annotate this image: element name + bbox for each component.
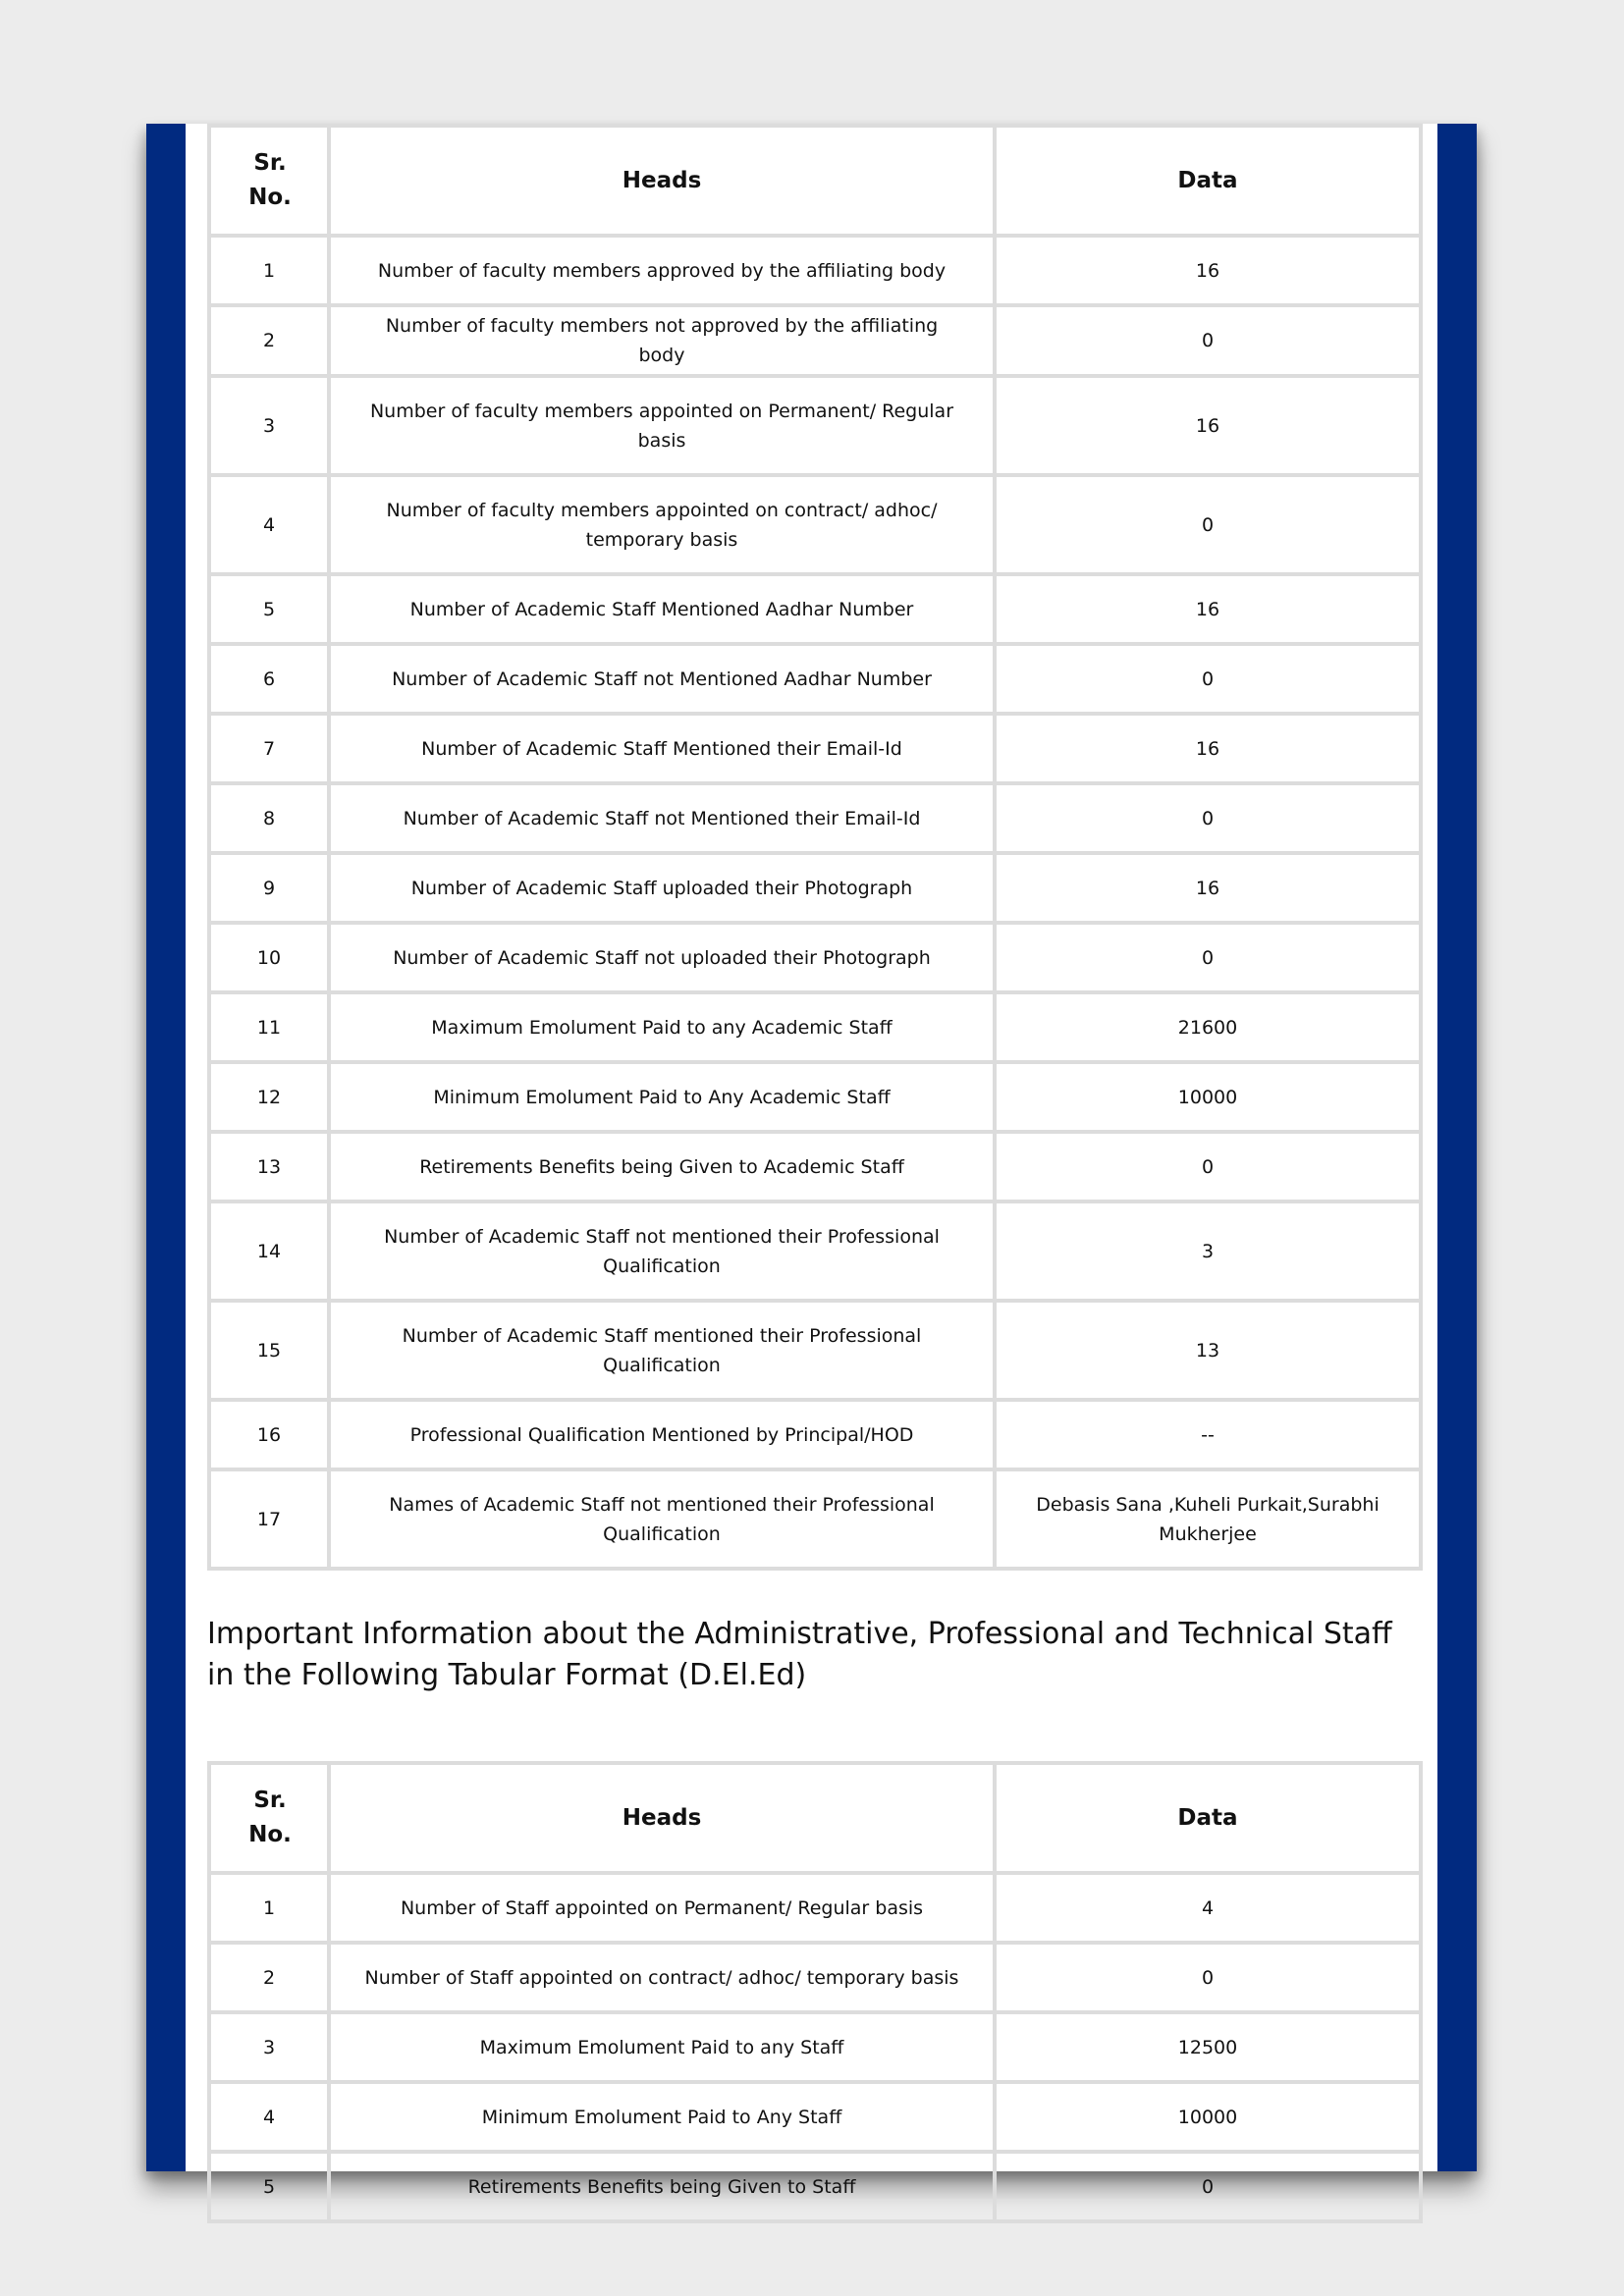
cell-sr-no: 2	[209, 1943, 329, 2012]
table-row	[209, 1201, 1421, 1301]
table-row	[209, 236, 1421, 305]
table-row	[209, 376, 1421, 475]
cell-sr-no: 14	[209, 1201, 329, 1301]
header-sr-no	[209, 1763, 329, 1873]
administrative-staff-table	[207, 1761, 1423, 2223]
table-row	[209, 714, 1421, 783]
table-row	[209, 2152, 1421, 2221]
academic-staff-table-body	[209, 236, 1421, 1569]
cell-data: 3	[995, 1201, 1421, 1301]
cell-sr-no: 7	[209, 714, 329, 783]
cell-data: 16	[995, 376, 1421, 475]
cell-sr-no: 5	[209, 574, 329, 644]
cell-sr-no: 2	[209, 305, 329, 376]
header-sr-no-label: Sr. No.	[248, 1788, 292, 1847]
section-title: Important Information about the Administrative, Professional and Technical Staff in the Following Tabular Format (D.El.Ed)	[207, 1617, 1392, 1692]
cell-sr-no: 17	[209, 1469, 329, 1569]
cell-sr-no: 12	[209, 1062, 329, 1132]
table-row	[209, 644, 1421, 714]
cell-data: 0	[995, 475, 1421, 574]
table-header-row	[209, 126, 1421, 236]
cell-data: 0	[995, 923, 1421, 992]
cell-head: Retirements Benefits being Given to Academic Staff	[329, 1132, 995, 1201]
left-accent-bar	[146, 124, 186, 2171]
cell-sr-no: 4	[209, 475, 329, 574]
cell-data: 0	[995, 1132, 1421, 1201]
cell-data: 4	[995, 1873, 1421, 1943]
cell-sr-no: 15	[209, 1301, 329, 1400]
cell-sr-no: 1	[209, 1873, 329, 1943]
cell-head: Minimum Emolument Paid to Any Staff	[329, 2082, 995, 2152]
cell-sr-no: 3	[209, 2012, 329, 2082]
cell-head: Minimum Emolument Paid to Any Academic Staff	[329, 1062, 995, 1132]
cell-head: Number of Staff appointed on Permanent/ Regular basis	[329, 1873, 995, 1943]
cell-data: 10000	[995, 1062, 1421, 1132]
cell-data: 0	[995, 644, 1421, 714]
table-row	[209, 783, 1421, 853]
cell-sr-no: 4	[209, 2082, 329, 2152]
cell-sr-no: 5	[209, 2152, 329, 2221]
page-content	[207, 124, 1419, 2223]
cell-data: 21600	[995, 992, 1421, 1062]
cell-data: 0	[995, 2152, 1421, 2221]
cell-sr-no: 1	[209, 236, 329, 305]
cell-data: 16	[995, 574, 1421, 644]
cell-data: 0	[995, 1943, 1421, 2012]
cell-head: Maximum Emolument Paid to any Staff	[329, 2012, 995, 2082]
table-row	[209, 2012, 1421, 2082]
cell-head: Number of faculty members appointed on contract/ adhoc/ temporary basis	[329, 475, 995, 574]
table-row	[209, 475, 1421, 574]
header-data: Data	[995, 1763, 1421, 1873]
cell-data: 16	[995, 236, 1421, 305]
cell-data: 0	[995, 783, 1421, 853]
table-row	[209, 1873, 1421, 1943]
academic-staff-table	[207, 124, 1423, 1571]
cell-data: --	[995, 1400, 1421, 1469]
table-row	[209, 1301, 1421, 1400]
cell-head: Number of Academic Staff Mentioned their Email-Id	[329, 714, 995, 783]
cell-sr-no: 8	[209, 783, 329, 853]
right-accent-bar	[1437, 124, 1477, 2171]
cell-head: Number of Academic Staff not Mentioned Aadhar Number	[329, 644, 995, 714]
cell-head: Number of Academic Staff not Mentioned their Email-Id	[329, 783, 995, 853]
cell-data: Debasis Sana ,Kuheli Purkait,Surabhi Mukherjee	[995, 1469, 1421, 1569]
header-heads: Heads	[329, 1763, 995, 1873]
cell-head: Retirements Benefits being Given to Staff	[329, 2152, 995, 2221]
cell-sr-no: 10	[209, 923, 329, 992]
cell-sr-no: 6	[209, 644, 329, 714]
cell-head: Number of faculty members not approved by the affiliating body	[329, 305, 995, 376]
table-row	[209, 1132, 1421, 1201]
cell-sr-no: 13	[209, 1132, 329, 1201]
header-heads: Heads	[329, 126, 995, 236]
cell-data: 16	[995, 714, 1421, 783]
table-header-row	[209, 1763, 1421, 1873]
cell-sr-no: 11	[209, 992, 329, 1062]
cell-data: 16	[995, 853, 1421, 923]
header-sr-no-label: Sr. No.	[248, 150, 292, 210]
cell-head: Names of Academic Staff not mentioned their Professional Qualification	[329, 1469, 995, 1569]
table-row	[209, 2082, 1421, 2152]
table-row	[209, 1400, 1421, 1469]
cell-sr-no: 9	[209, 853, 329, 923]
document-page	[146, 124, 1477, 2198]
cell-sr-no: 16	[209, 1400, 329, 1469]
cell-head: Number of Academic Staff mentioned their Professional Qualification	[329, 1301, 995, 1400]
cell-sr-no: 3	[209, 376, 329, 475]
table-row	[209, 923, 1421, 992]
cell-head: Number of Academic Staff Mentioned Aadhar Number	[329, 574, 995, 644]
cell-data: 0	[995, 305, 1421, 376]
administrative-staff-table-body	[209, 1873, 1421, 2221]
header-sr-no	[209, 126, 329, 236]
cell-head: Number of faculty members appointed on Permanent/ Regular basis	[329, 376, 995, 475]
cell-data: 13	[995, 1301, 1421, 1400]
table-row	[209, 1062, 1421, 1132]
cell-head: Number of Academic Staff not mentioned their Professional Qualification	[329, 1201, 995, 1301]
cell-head: Number of Staff appointed on contract/ adhoc/ temporary basis	[329, 1943, 995, 2012]
cell-head: Maximum Emolument Paid to any Academic Staff	[329, 992, 995, 1062]
cell-head: Number of faculty members approved by the affiliating body	[329, 236, 995, 305]
table-row	[209, 853, 1421, 923]
table-row	[209, 1469, 1421, 1569]
cell-head: Number of Academic Staff not uploaded their Photograph	[329, 923, 995, 992]
cell-data: 12500	[995, 2012, 1421, 2082]
table-row	[209, 305, 1421, 376]
cell-head: Number of Academic Staff uploaded their Photograph	[329, 853, 995, 923]
cell-head: Professional Qualification Mentioned by Principal/HOD	[329, 1400, 995, 1469]
table-row	[209, 574, 1421, 644]
cell-data: 10000	[995, 2082, 1421, 2152]
table-row	[209, 992, 1421, 1062]
table-row	[209, 1943, 1421, 2012]
header-data: Data	[995, 126, 1421, 236]
